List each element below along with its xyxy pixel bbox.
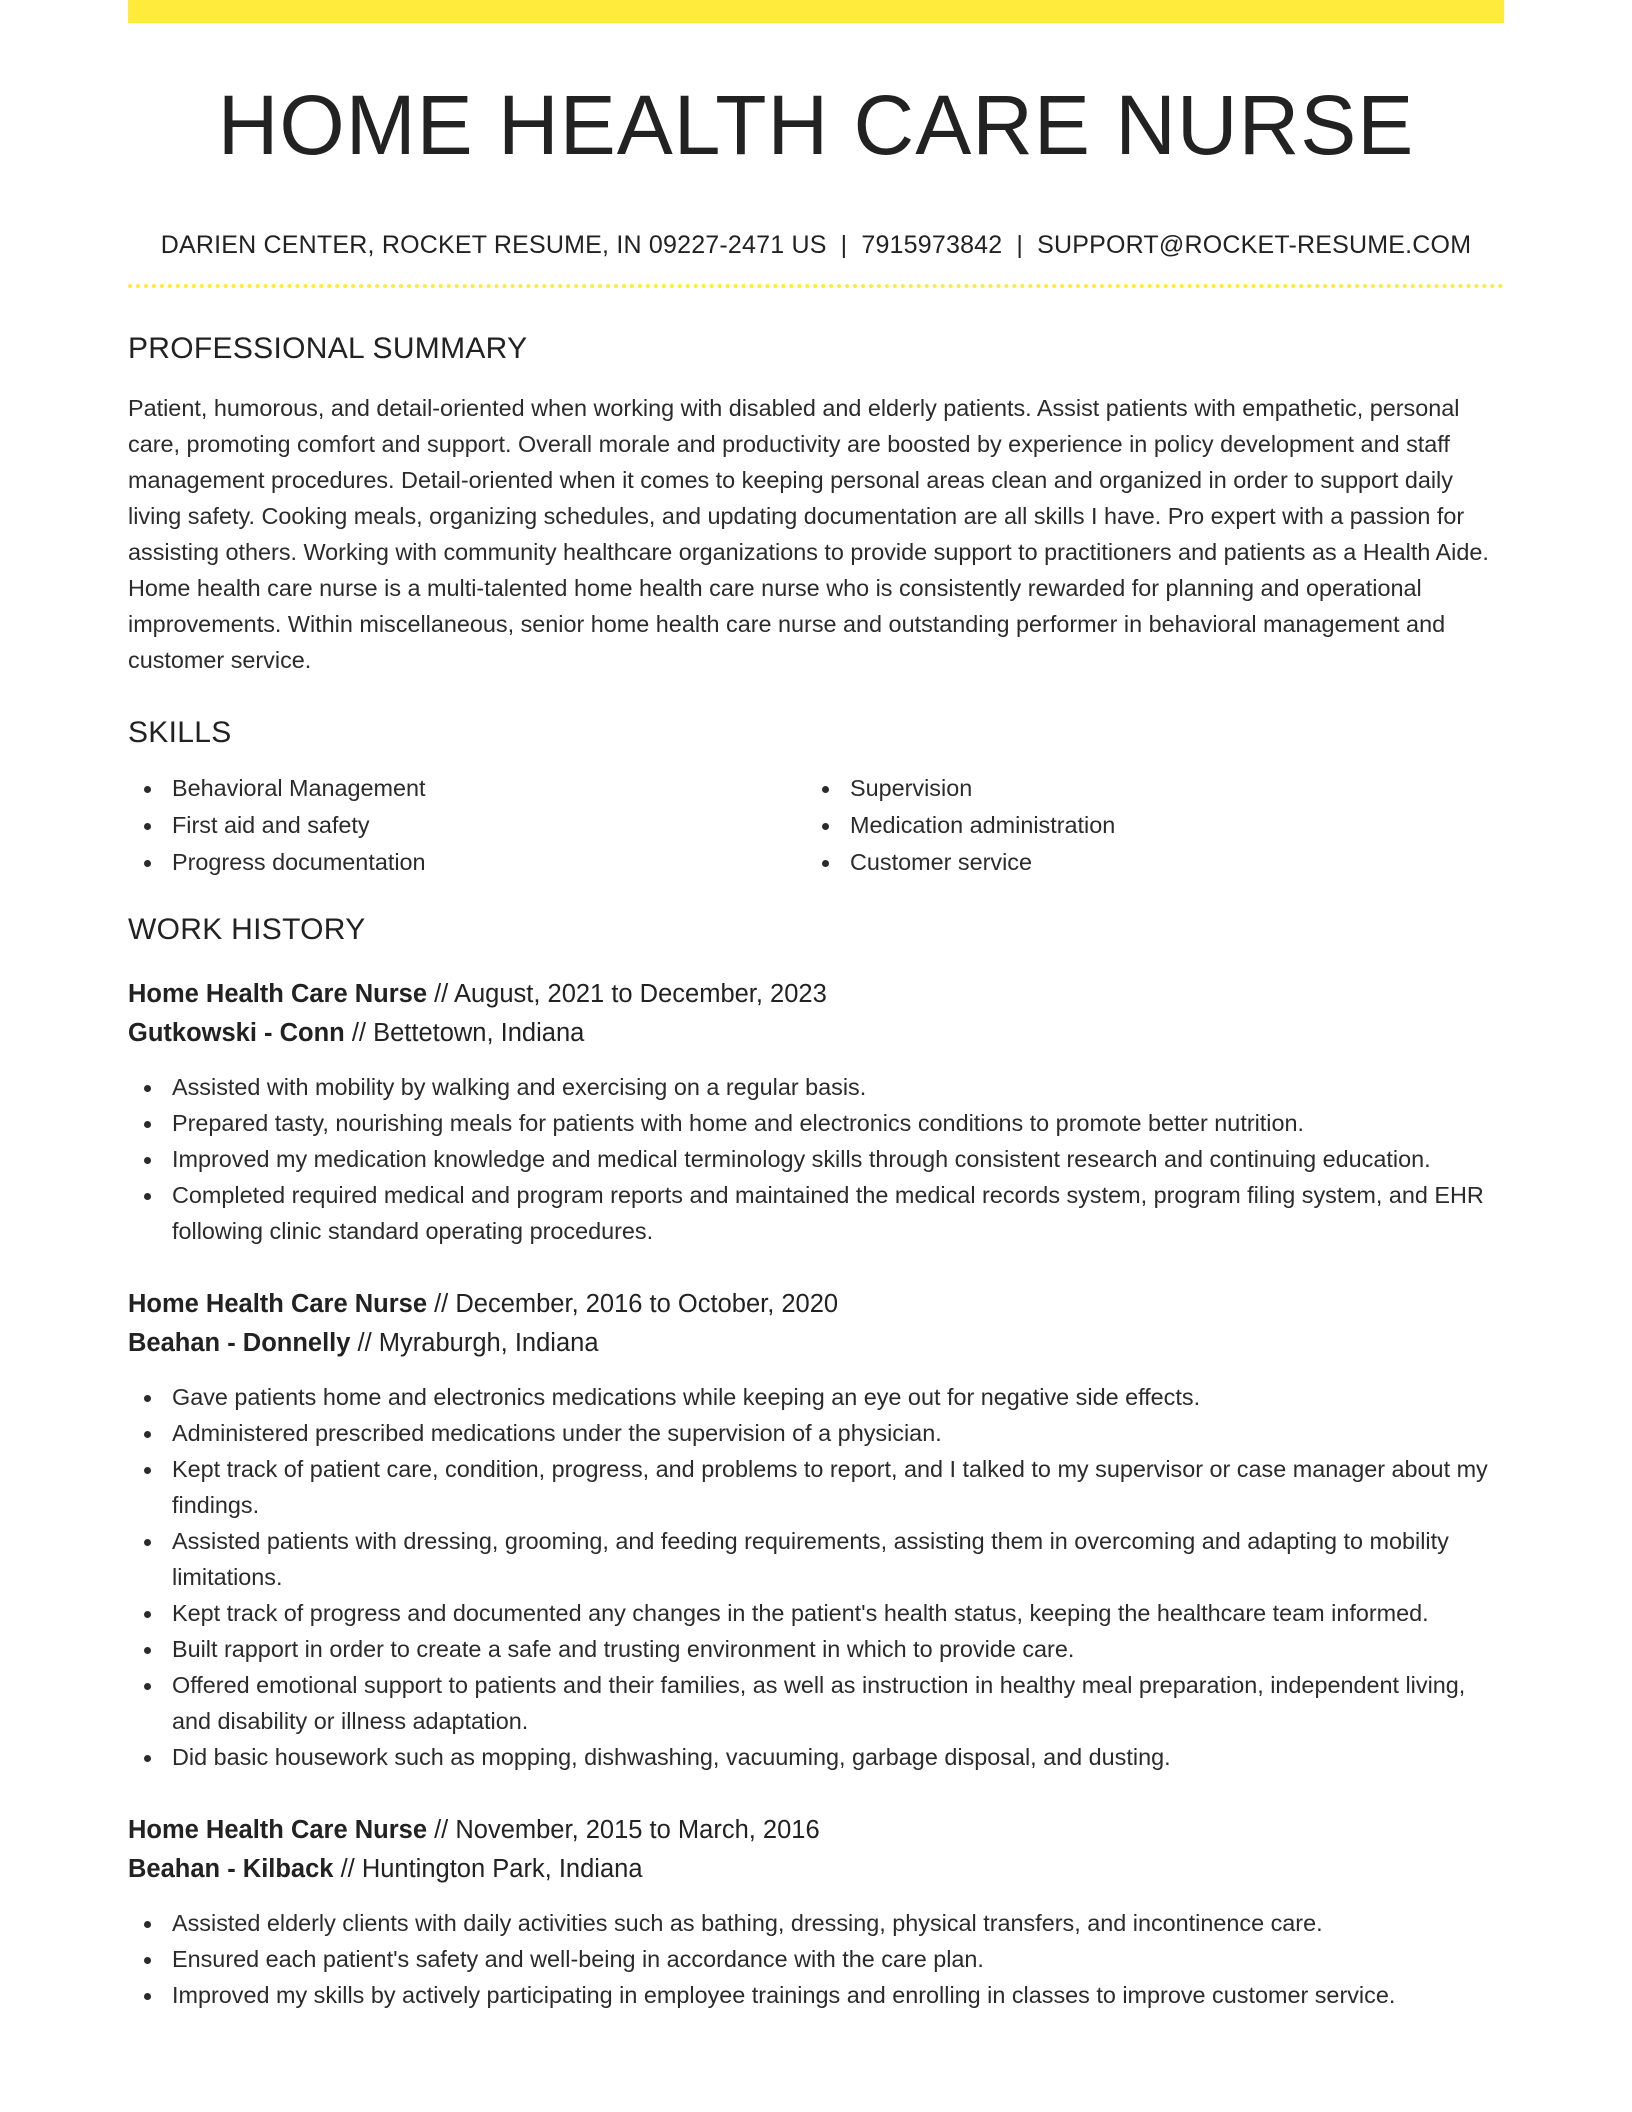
skills-heading: SKILLS <box>128 716 232 749</box>
duty-text: Assisted patients with dressing, grooming, and feeding requirements, assisting them in overcoming and adapting to mobility limitations. <box>172 1528 1449 1590</box>
bullet-icon <box>144 1121 151 1128</box>
bullet-icon <box>144 1993 151 2000</box>
bullet-icon <box>144 860 151 867</box>
skill-label: Progress documentation <box>172 849 426 875</box>
skill-item <box>806 770 1504 807</box>
duty-text: Improved my skills by actively participating in employee trainings and enrolling in classes to improve customer service. <box>172 1982 1396 2008</box>
duty-item <box>128 1667 1504 1739</box>
duty-item <box>128 1523 1504 1595</box>
skill-item <box>128 807 806 844</box>
duty-text: Assisted elderly clients with daily activities such as bathing, dressing, physical transfers, and incontinence care. <box>172 1910 1323 1936</box>
duty-item <box>128 1451 1504 1523</box>
duty-item <box>128 1977 1504 2013</box>
job-company: Gutkowski - Conn <box>128 1019 345 1047</box>
skill-item <box>806 807 1504 844</box>
resume-page <box>128 0 1504 2013</box>
accent-bar <box>128 0 1504 23</box>
duty-text: Kept track of patient care, condition, progress, and problems to report, and I talked to my supervisor or case manager about my findings. <box>172 1456 1488 1518</box>
duty-item <box>128 1069 1504 1105</box>
duty-item <box>128 1739 1504 1775</box>
duty-text: Gave patients home and electronics medications while keeping an eye out for negative side effects. <box>172 1384 1201 1410</box>
skills-list <box>128 770 1504 881</box>
bullet-icon <box>144 1467 151 1474</box>
bullet-icon <box>144 823 151 830</box>
bullet-icon <box>144 1611 151 1618</box>
duty-item <box>128 1941 1504 1977</box>
bullet-icon <box>144 1755 151 1762</box>
duty-item <box>128 1141 1504 1177</box>
duty-item <box>128 1177 1504 1249</box>
skill-item <box>806 844 1504 881</box>
summary-heading: PROFESSIONAL SUMMARY <box>128 332 528 365</box>
bullet-icon <box>144 1395 151 1402</box>
skill-item <box>128 844 806 881</box>
duty-item <box>128 1631 1504 1667</box>
address: DARIEN CENTER, ROCKET RESUME, IN 09227-2471 US <box>160 231 827 259</box>
duties-list <box>128 1905 1504 2013</box>
duty-text: Offered emotional support to patients and their families, as well as instruction in healthy meal preparation, independent living, and disability or illness adaptation. <box>172 1672 1466 1734</box>
job-location: // Bettetown, Indiana <box>344 1019 585 1047</box>
bullet-icon <box>144 1647 151 1654</box>
duty-item <box>128 1415 1504 1451</box>
job-entry <box>128 1811 1504 2013</box>
skill-label: First aid and safety <box>172 812 370 838</box>
duty-text: Did basic housework such as mopping, dishwashing, vacuuming, garbage disposal, and dusting. <box>172 1744 1171 1770</box>
duties-list <box>128 1069 1504 1249</box>
job-company-line <box>128 1850 1504 1889</box>
job-company: Beahan - Kilback <box>128 1855 334 1883</box>
job-title-line <box>128 975 1504 1014</box>
bullet-icon <box>144 1193 151 1200</box>
duty-text: Assisted with mobility by walking and exercising on a regular basis. <box>172 1074 867 1100</box>
job-role: Home Health Care Nurse <box>128 980 428 1008</box>
job-dates: // August, 2021 to December, 2023 <box>427 980 827 1008</box>
work-history-heading: WORK HISTORY <box>128 913 366 946</box>
summary-text: Patient, humorous, and detail-oriented when working with disabled and elderly patients. Assist patients with empathetic, personal care, promoting comfort and support. Overall morale and productivity are boosted by experience in policy development and staff management procedures. Detail-oriented when it comes to keeping personal areas clean and organized in order to support daily living safety. Cooking meals, organizing schedules, and updating documentation are all skills I have. Pro expert with a passion for assisting others. Working with community healthcare organizations to provide support to practitioners and patients as a Health Aide. Home health care nurse is a multi-talented home health care nurse who is consistently rewarded for planning and operational improvements. Within miscellaneous, senior home health care nurse and outstanding performer in behavioral management and customer service. <box>128 395 1489 673</box>
dotted-divider <box>128 284 1504 288</box>
bullet-icon <box>144 1921 151 1928</box>
job-company: Beahan - Donnelly <box>128 1329 351 1357</box>
separator: | <box>1016 231 1024 259</box>
job-title-line <box>128 1285 1504 1324</box>
skill-item <box>128 770 806 807</box>
duty-text: Improved my medication knowledge and medical terminology skills through consistent research and continuing education. <box>172 1146 1431 1172</box>
job-title-line <box>128 1811 1504 1850</box>
job-role: Home Health Care Nurse <box>128 1290 428 1318</box>
duty-item <box>128 1105 1504 1141</box>
duty-item <box>128 1905 1504 1941</box>
job-company-line <box>128 1324 1504 1363</box>
job-role: Home Health Care Nurse <box>128 1816 428 1844</box>
duty-text: Built rapport in order to create a safe and trusting environment in which to provide care. <box>172 1636 1075 1662</box>
bullet-icon <box>144 1957 151 1964</box>
separator: | <box>840 231 848 259</box>
skill-label: Medication administration <box>850 812 1116 838</box>
bullet-icon <box>144 1431 151 1438</box>
duty-item <box>128 1379 1504 1415</box>
bullet-icon <box>144 1085 151 1092</box>
duties-list <box>128 1379 1504 1775</box>
phone: 7915973842 <box>861 231 1003 259</box>
job-location: // Myraburgh, Indiana <box>350 1329 599 1357</box>
bullet-icon <box>822 786 829 793</box>
duty-text: Kept track of progress and documented any changes in the patient's health status, keeping the healthcare team informed. <box>172 1600 1429 1626</box>
bullet-icon <box>144 1539 151 1546</box>
duty-text: Ensured each patient's safety and well-being in accordance with the care plan. <box>172 1946 984 1972</box>
job-location: // Huntington Park, Indiana <box>333 1855 643 1883</box>
skill-label: Customer service <box>850 849 1032 875</box>
bullet-icon <box>144 1683 151 1690</box>
duty-text: Administered prescribed medications under the supervision of a physician. <box>172 1420 942 1446</box>
duty-item <box>128 1595 1504 1631</box>
duty-text: Prepared tasty, nourishing meals for patients with home and electronics conditions to promote better nutrition. <box>172 1110 1305 1136</box>
bullet-icon <box>822 860 829 867</box>
job-company-line <box>128 1014 1504 1053</box>
bullet-icon <box>144 1157 151 1164</box>
bullet-icon <box>822 823 829 830</box>
job-dates: // November, 2015 to March, 2016 <box>427 1816 820 1844</box>
email: SUPPORT@ROCKET-RESUME.COM <box>1037 231 1472 259</box>
job-dates: // December, 2016 to October, 2020 <box>427 1290 839 1318</box>
skill-label: Behavioral Management <box>172 775 426 801</box>
bullet-icon <box>144 786 151 793</box>
job-entry <box>128 975 1504 1249</box>
skill-label: Supervision <box>850 775 973 801</box>
job-entry <box>128 1285 1504 1775</box>
contact-line <box>128 233 1504 258</box>
duty-text: Completed required medical and program reports and maintained the medical records system, program filing system, and EHR following clinic standard operating procedures. <box>172 1182 1484 1244</box>
resume-title: HOME HEALTH CARE NURSE <box>217 78 1415 172</box>
